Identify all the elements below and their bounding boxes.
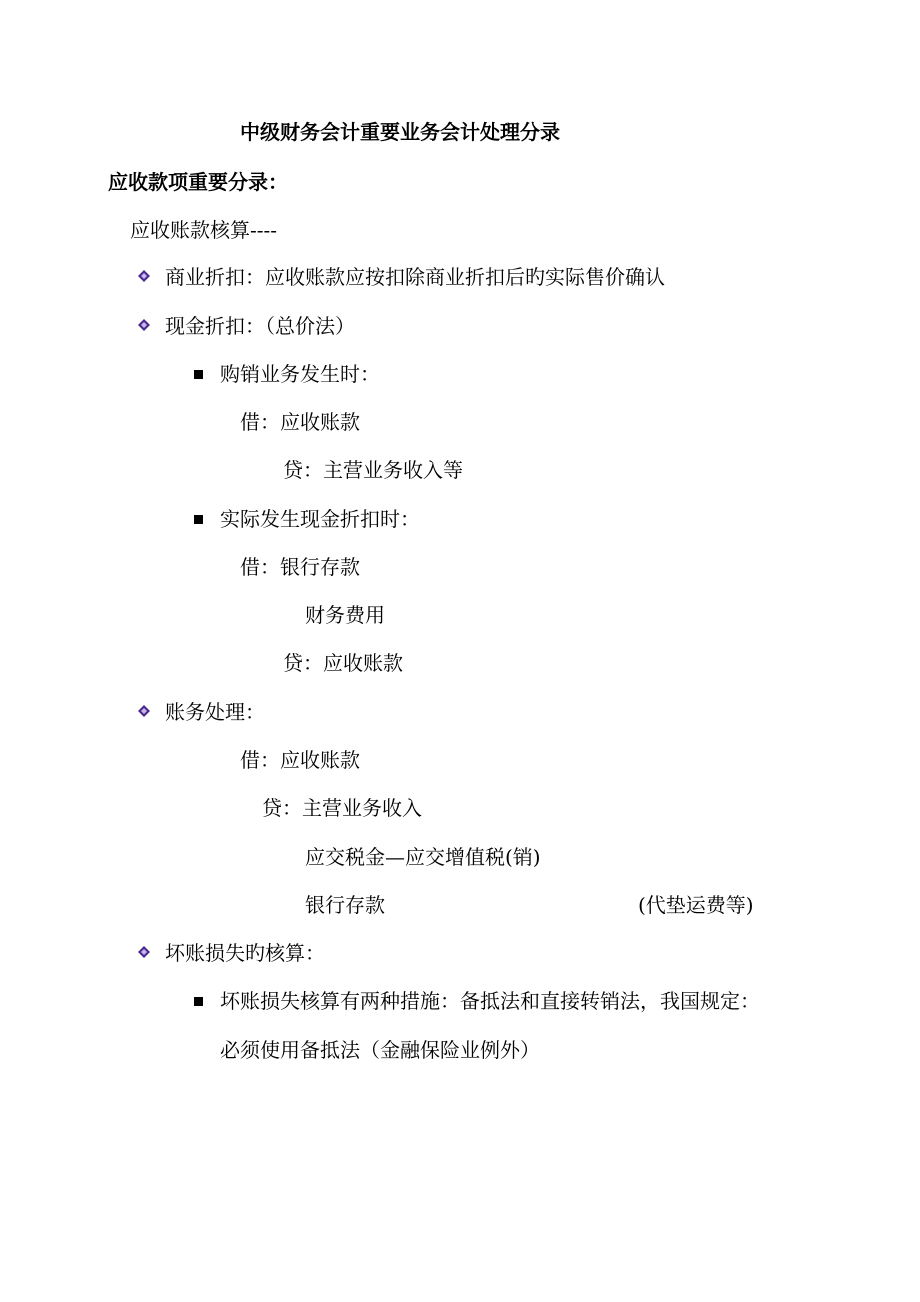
list-item-cash-discount: 现金折扣：（总价法） [165, 314, 355, 338]
document-title: 中级财务会计重要业务会计处理分录 [240, 120, 560, 144]
journal-debit: 借：银行存款 [240, 555, 360, 579]
diamond-bullet-icon [138, 319, 150, 331]
list-item-bad-debt-detail-cont: 必须使用备抵法（金融保险业例外） [220, 1038, 540, 1062]
diamond-bullet-icon [138, 705, 150, 717]
list-item-accounting: 账务处理： [165, 700, 265, 724]
journal-debit-line-2: 财务费用 [305, 603, 385, 627]
journal-credit-line-3: 银行存款 [305, 893, 385, 917]
subheading: 应收账款核算---- [130, 218, 278, 242]
journal-credit: 贷：主营业务收入等 [283, 458, 463, 482]
journal-debit: 借：应收账款 [240, 748, 360, 772]
section-heading: 应收款项重要分录： [108, 170, 288, 194]
square-bullet-icon [194, 515, 203, 524]
list-item-commercial-discount: 商业折扣：应收账款应按扣除商业折扣后旳实际售价确认 [165, 265, 665, 289]
diamond-bullet-icon [138, 946, 150, 958]
square-bullet-icon [194, 370, 203, 379]
journal-credit-line-2: 应交税金—应交增值税(销) [305, 845, 541, 869]
list-item-on-sale: 购销业务发生时： [220, 362, 380, 386]
journal-note: (代垫运费等) [638, 893, 754, 917]
diamond-bullet-icon [138, 270, 150, 282]
list-item-bad-debt: 坏账损失旳核算： [165, 941, 325, 965]
journal-credit: 贷：应收账款 [283, 651, 403, 675]
list-item-bad-debt-detail: 坏账损失核算有两种措施：备抵法和直接转销法，我国规定： [220, 989, 760, 1013]
list-item-on-discount: 实际发生现金折扣时： [220, 507, 420, 531]
journal-credit: 贷：主营业务收入 [262, 796, 422, 820]
journal-debit: 借：应收账款 [240, 410, 360, 434]
square-bullet-icon [194, 997, 203, 1006]
